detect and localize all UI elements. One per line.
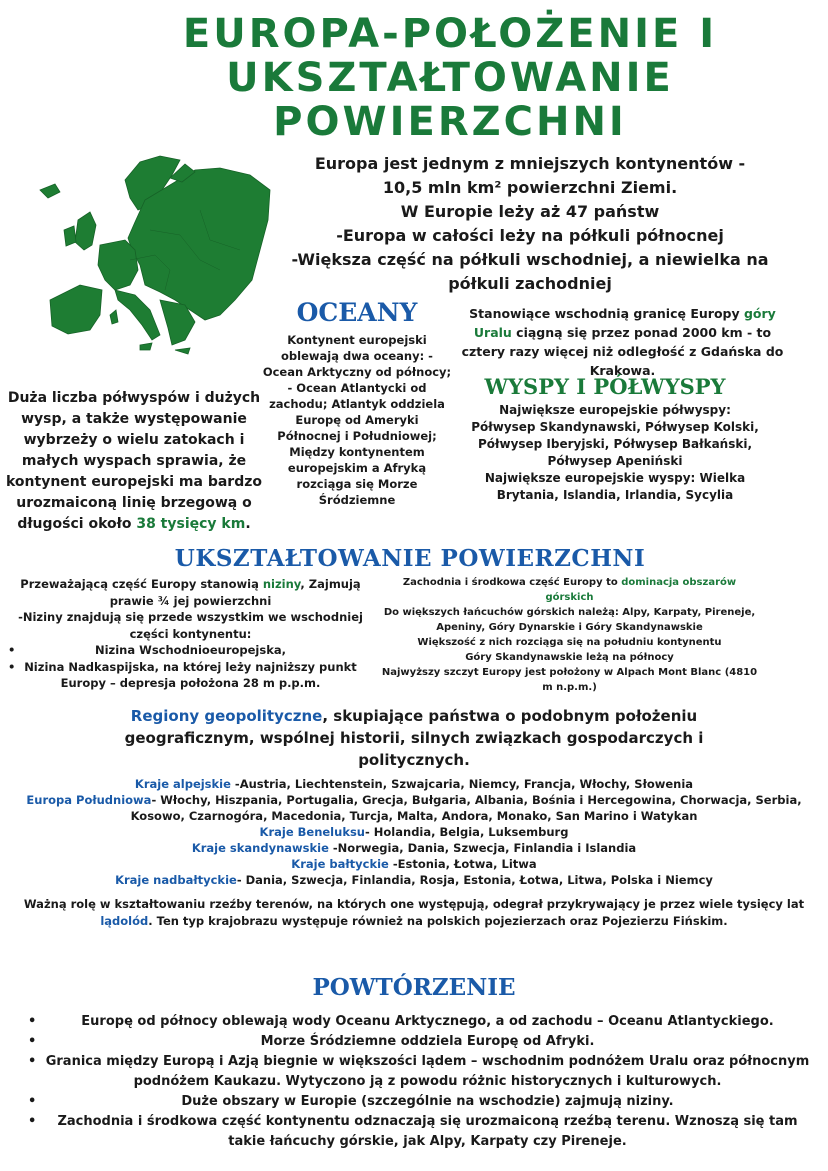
niziny-text [8, 576, 373, 692]
lodolod-text [5, 896, 823, 930]
intro-text [270, 152, 790, 296]
niziny-bullet: Nizina Wschodnioeuropejska, [94, 643, 286, 657]
wyspy-heading: WYSPY I PÓŁWYSPY [484, 374, 726, 399]
region-name: Europa Południowa [26, 793, 152, 807]
region-name: Kraje Beneluksu [259, 825, 365, 839]
gory-text-part: Zachodnia i środkowa część Europy to [402, 577, 622, 588]
gory-line: Większość z nich rozciąga się na południu kontynentu [417, 637, 722, 648]
wyspy-text [470, 402, 760, 504]
list-item: • Nizina Nadkaspijska, na której leży najniższy punkt Europy – depresja położona 28 m p.p.m. [8, 659, 357, 690]
powtorzenie-item: Europę od północy oblewają wody Oceanu Arktycznego, a od zachodu – Oceanu Atlantyckiego. [81, 1014, 774, 1029]
region-countries: - Dania, Szwecja, Finlandia, Rosja, Estonia, Łotwa, Litwa, Polska i Niemcy [236, 873, 713, 887]
polwyspy-text: Największe europejskie półwyspy: Półwysep Skandynawski, Półwysep Kolski, Półwysep Iberyjski, Półwysep Bałkański, Półwysep Apeniński [471, 403, 759, 468]
ural-text [455, 304, 790, 380]
europe-map [20, 150, 280, 365]
regiony-text-part: , skupiające państwa o podobnym położeniu geograficznym, wspólnej historii, silnych związkach gospodarczych i politycznych. [124, 707, 704, 769]
list-item [5, 824, 823, 840]
list-item: • Duże obszary w Europie (szczególnie na wschodzie) zajmują niziny. [28, 1094, 674, 1109]
lodolod-highlight: lądolód [100, 914, 149, 928]
list-item: • Granica między Europą i Azją biegnie w większości lądem – wschodnim podnóżem Uralu oraz północnym podnóżem Kaukazu. Wytyczono ją z powodu różnic historycznych i kulturowych. [28, 1054, 810, 1089]
gory-line: Góry Skandynawskie leżą na północy [465, 652, 674, 663]
oceany-heading: OCEANY [296, 298, 418, 327]
powtorzenie-item: Zachodnia i środkowa część kontynentu odznaczają się urozmaiconą rzeźbą terenu. Wznoszą się tam takie łańcuchy górskie, jak Alpy, Karpaty czy Pireneje. [57, 1114, 798, 1149]
list-item [5, 872, 823, 888]
regiony-list [5, 776, 823, 888]
niziny-highlight: niziny [262, 577, 301, 591]
region-name: Kraje skandynawskie [191, 841, 329, 855]
page-title: EUROPA-POŁOŻENIE I UKSZTAŁTOWANIE POWIERZCHNI [182, 11, 718, 145]
powtorzenie-list [20, 1012, 815, 1152]
uksztaltowanie-heading: UKSZTAŁTOWANIE POWIERZCHNI [174, 545, 646, 572]
list-item: • Europę od północy oblewają wody Oceanu Arktycznego, a od zachodu – Oceanu Atlantyckiego. [28, 1014, 774, 1029]
region-countries: -Austria, Liechtenstein, Szwajcaria, Niemcy, Francja, Włochy, Słowenia [230, 777, 694, 791]
region-countries: -Norwegia, Dania, Szwecja, Finlandia i Islandia [328, 841, 637, 855]
region-countries: - Holandia, Belgia, Luksemburg [365, 825, 569, 839]
list-item: • Zachodnia i środkowa część kontynentu odznaczają się urozmaiconą rzeźbą terenu. Wznoszą się tam takie łańcuchy górskie, jak Alpy, Karpaty czy Pireneje. [28, 1114, 798, 1149]
gory-text [378, 575, 761, 695]
powtorzenie-item: Granica między Europą i Azją biegnie w większości lądem – wschodnim podnóżem Uralu oraz północnym podnóżem Kaukazu. Wytyczono ją z powodu różnic historycznych i kulturowych. [45, 1054, 810, 1089]
intro-line: -Większa część na półkuli wschodniej, a niewielka na [291, 250, 769, 269]
intro-line: W Europie leży aż 47 państw [400, 202, 660, 221]
intro-line: półkuli zachodniej [448, 274, 612, 293]
gory-highlight: dominacja obszarów górskich [545, 577, 737, 603]
coast-text-part: . [245, 516, 251, 532]
intro-line: Europa jest jednym z mniejszych kontynentów - [314, 154, 746, 173]
coast-highlight: 38 tysięcy km [136, 516, 246, 532]
list-item: • Nizina Wschodnioeuropejska, [8, 643, 286, 657]
intro-line: 10,5 mln km² powierzchni Ziemi. [382, 178, 678, 197]
ural-text-part: ciągną się przez ponad 2000 km - to cztery razy więcej niż odległość z Gdańska do Krakowa. [461, 325, 784, 378]
ural-text-part: Stanowiące wschodnią granicę Europy [469, 306, 744, 321]
coastline-text [5, 388, 263, 535]
powtorzenie-heading: POWTÓRZENIE [312, 974, 516, 1001]
regiony-intro [110, 705, 718, 771]
lodolod-text-part: Ważną rolę w kształtowaniu rzeźby terenów, na których one występują, odegrał przykrywający je przez wiele tysięcy lat [23, 897, 805, 911]
regiony-highlight: Regiony geopolityczne [130, 707, 323, 725]
niziny-bullet: Nizina Nadkaspijska, na której leży najniższy punkt Europy – depresja położona 28 m p.p.m. [24, 659, 357, 690]
powtorzenie-item: Duże obszary w Europie (szczególnie na wschodzie) zajmują niziny. [181, 1094, 674, 1109]
powtorzenie-item: Morze Śródziemne oddziela Europę od Afryki. [260, 1034, 595, 1049]
lodolod-text-part: . Ten typ krajobrazu występuje również na polskich pojezierzach oraz Pojezierzu Fińskim. [148, 914, 728, 928]
coast-text-part: Duża liczba półwyspów i dużych wysp, a także występowanie wybrzeży o wielu zatokach i małych wyspach sprawia, że kontynent europejski ma bardzo urozmaiconą linię brzegową o długości około [5, 390, 263, 532]
region-name: Kraje nadbałtyckie [115, 873, 237, 887]
gory-line: Najwyższy szczyt Europy jest położony w Alpach Mont Blanc (4810 m n.p.m.) [381, 667, 758, 693]
list-item [5, 856, 823, 872]
intro-line: -Europa w całości leży na półkuli północnej [336, 226, 724, 245]
niziny-line: -Niziny znajdują się przede wszystkim we wschodniej części kontynentu: [18, 610, 363, 641]
region-name: Kraje alpejskie [134, 777, 231, 791]
oceany-text: Kontynent europejski oblewają dwa oceany: - Ocean Arktyczny od północy; - Ocean Atlantycki od zachodu; Atlantyk oddziela Europę od Ameryki Północnej i Południowej; Między kontynentem europejskim a Afryką rozciąga się Morze Śródziemne [262, 333, 452, 507]
gory-line: Do większych łańcuchów górskich należą: Alpy, Karpaty, Pireneje, Apeniny, Góry Dynarskie i Góry Skandynawskie [383, 607, 756, 633]
region-name: Kraje bałtyckie [291, 857, 389, 871]
region-countries: - Włochy, Hiszpania, Portugalia, Grecja, Bułgaria, Albania, Bośnia i Hercegowina, Chorwacja, Serbia, Kosowo, Czarnogóra, Macedonia, Turcja, Malta, Andora, Monako, San Marino i Watykan [130, 793, 802, 823]
ural-highlight: góry Uralu [473, 306, 776, 340]
wyspy-list-text: Największe europejskie wyspy: Wielka Brytania, Islandia, Irlandia, Sycylia [484, 471, 746, 502]
niziny-text-part: Przeważającą część Europy stanowią [20, 577, 263, 591]
niziny-text-part: , Zajmują prawie ¾ jej powierzchni [109, 577, 361, 608]
list-item: • Morze Śródziemne oddziela Europę od Afryki. [28, 1034, 595, 1049]
region-countries: -Estonia, Łotwa, Litwa [388, 857, 537, 871]
list-item [5, 776, 823, 792]
list-item [5, 792, 823, 824]
list-item [5, 840, 823, 856]
